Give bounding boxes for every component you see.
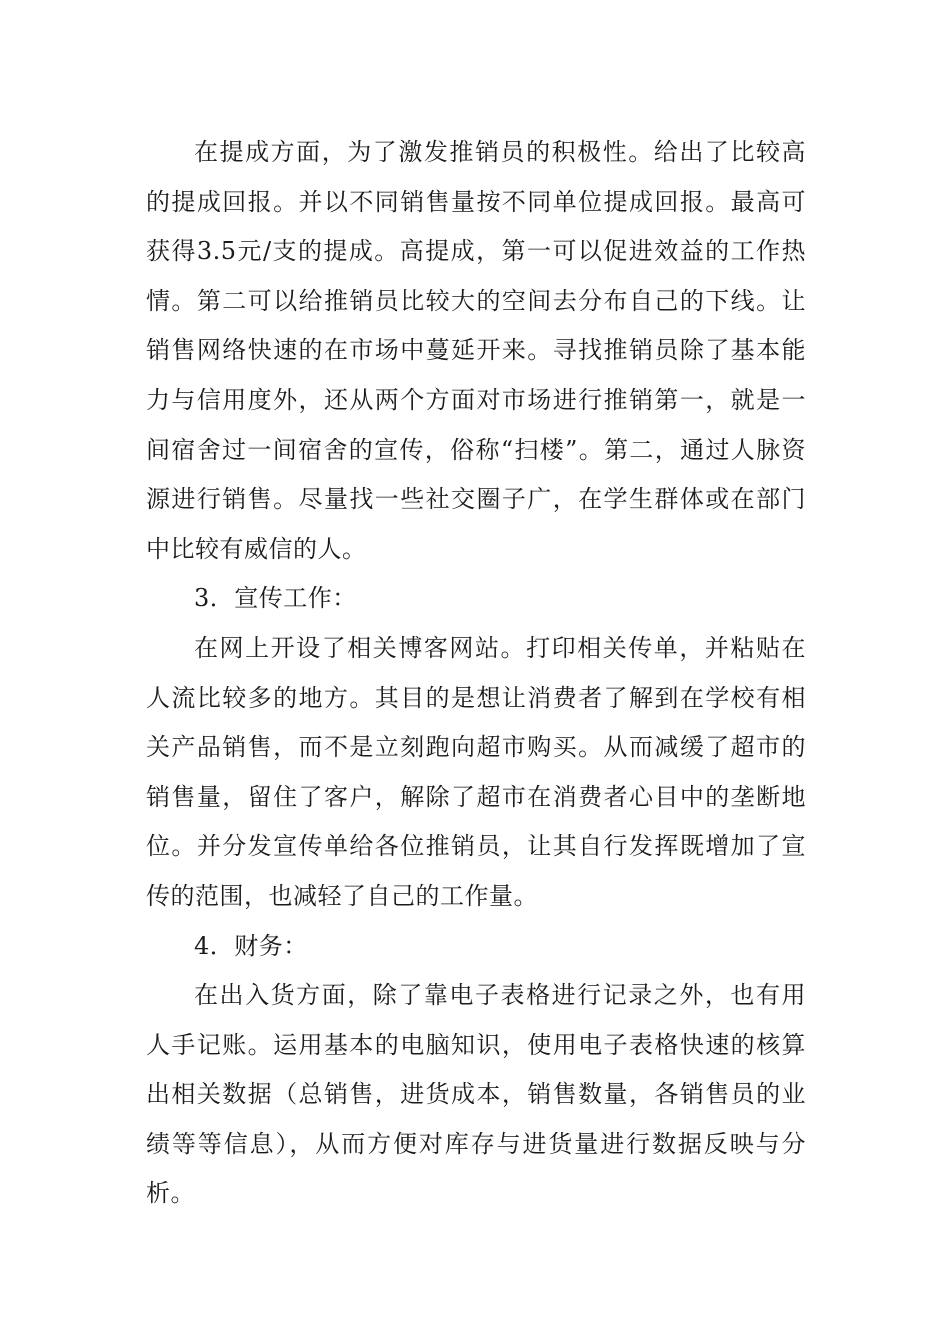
- paragraph-commission: 在提成方面，为了激发推销员的积极性。给出了比较高的提成回报。并以不同销售量按不同单位提成回报。最高可获得3.5元/支的提成。高提成，第一可以促进效益的工作热情。第二可以给推销员比较大的空间去分布自己的下线。让销售网络快速的在市场中蔓延开来。寻找推销员除了基本能力与信用度外，还从两个方面对市场进行推销第一，就是一间宿舍过一间宿舍的宣传，俗称“扫楼”。第二，通过人脉资源进行销售。尽量找一些社交圈子广，在学生群体或在部门中比较有威信的人。: [146, 138, 806, 563]
- document-body: [146, 128, 806, 1219]
- section-heading-promotion: 3．宣传工作：: [194, 584, 357, 613]
- paragraph-finance: 在出入货方面，除了靠电子表格进行记录之外，也有用人手记账。运用基本的电脑知识，使用电子表格快速的核算出相关数据（总销售，进货成本，销售数量，各销售员的业绩等等信息），从而方便对库存与进货量进行数据反映与分析。: [146, 981, 806, 1208]
- paragraph-promotion: 在网上开设了相关博客网站。打印相关传单，并粘贴在人流比较多的地方。其目的是想让消费者了解到在学校有相关产品销售，而不是立刻跑向超市购买。从而减缓了超市的销售量，留住了客户，解除了超市在消费者心目中的垄断地位。并分发宣传单给各位推销员，让其自行发挥既增加了宣传的范围，也减轻了自己的工作量。: [146, 633, 806, 910]
- section-heading-finance: 4．财务：: [194, 931, 308, 960]
